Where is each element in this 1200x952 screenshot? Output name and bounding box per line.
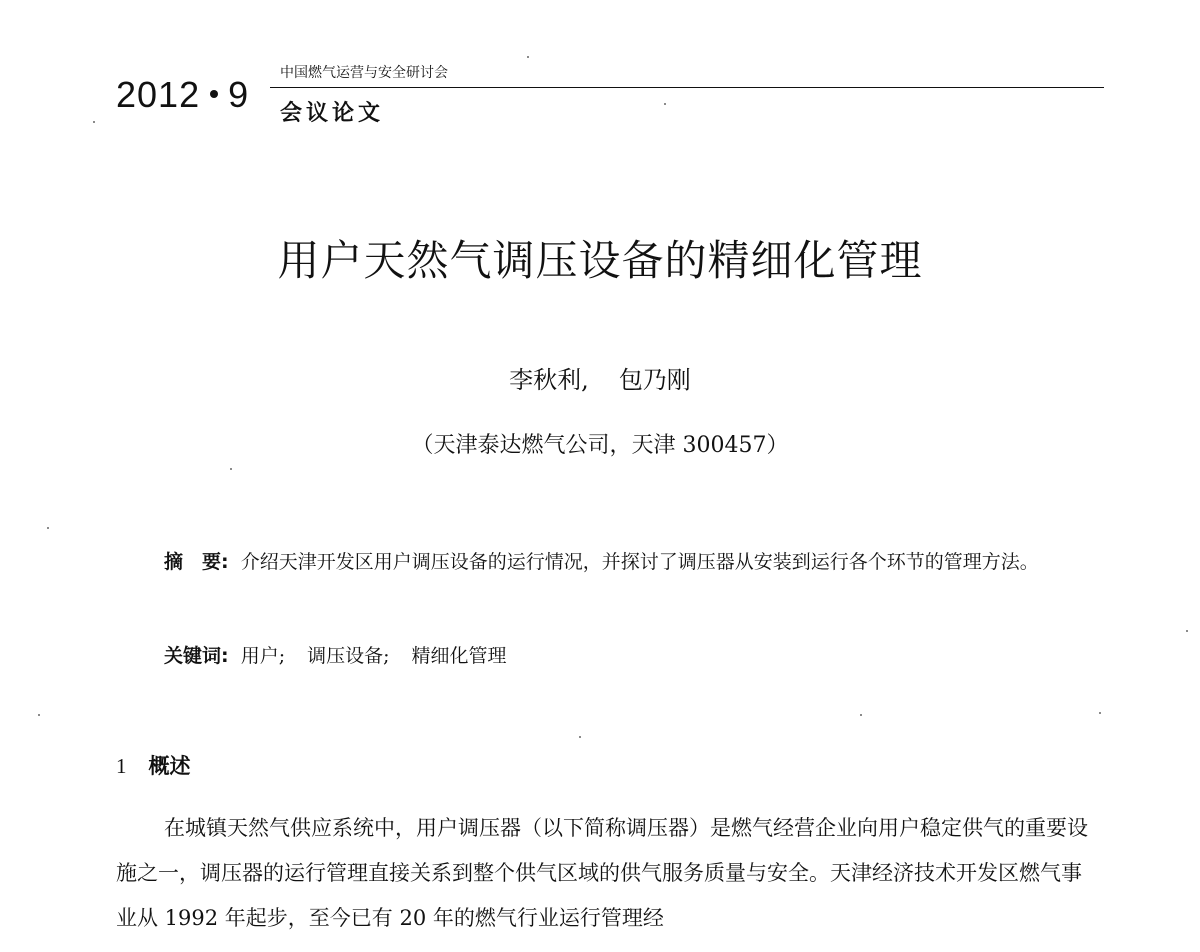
header-divider: [270, 87, 1104, 88]
abstract-label: 摘 要:: [164, 551, 229, 573]
header-conference-name: 中国燃气运营与安全研讨会: [280, 65, 448, 81]
scan-speck: [93, 121, 95, 123]
body-paragraph: [116, 806, 1096, 941]
scan-speck: [579, 736, 581, 738]
abstract-text: 介绍天津开发区用户调压设备的运行情况，并探讨了调压器从安装到运行各个环节的管理方法。: [240, 551, 1039, 573]
paragraph-text: 在城镇天然气供应系统中，用户调压器（以下简称调压器）是燃气经营企业向用户稳定供气的重要设施之一，调压器的运行管理直接关系到整个供气区域的供气服务质量与安全。天津经济技术开发区燃气事业从 1992 年起步，至今已有 20 年的燃气行业运行管理经: [116, 816, 1088, 930]
header-document-type: 会议论文: [280, 100, 385, 126]
scan-speck: [1186, 630, 1188, 632]
keyword-item: 用户;: [240, 645, 286, 667]
scan-speck: [47, 527, 49, 529]
section-title: 概述: [148, 754, 191, 778]
bullet-dot-icon: [210, 90, 218, 98]
author-name: 包乃刚: [618, 366, 691, 394]
author-name: 李秋利,: [509, 366, 589, 394]
keyword-item: 调压设备;: [307, 645, 390, 667]
keyword-item: 精细化管理: [411, 645, 507, 667]
scan-speck: [1099, 712, 1101, 714]
header-issue: 9: [228, 74, 250, 115]
paper-authors: [0, 360, 1200, 395]
paper-affiliation: （天津泰达燃气公司，天津 300457）: [411, 433, 789, 458]
section-number: 1: [116, 754, 127, 778]
scan-speck: [860, 714, 862, 716]
scan-speck: [664, 103, 666, 105]
scan-speck: [38, 714, 40, 716]
keywords: [164, 641, 529, 668]
header-issue-number: [116, 74, 249, 116]
header-year: 2012: [116, 74, 201, 115]
section-heading: [116, 750, 191, 780]
keywords-label: 关键词:: [164, 645, 229, 667]
abstract: [116, 540, 1096, 584]
scan-speck: [230, 468, 232, 470]
scan-speck: [527, 56, 529, 58]
paper-title: 用户天然气调压设备的精细化管理: [277, 236, 923, 285]
